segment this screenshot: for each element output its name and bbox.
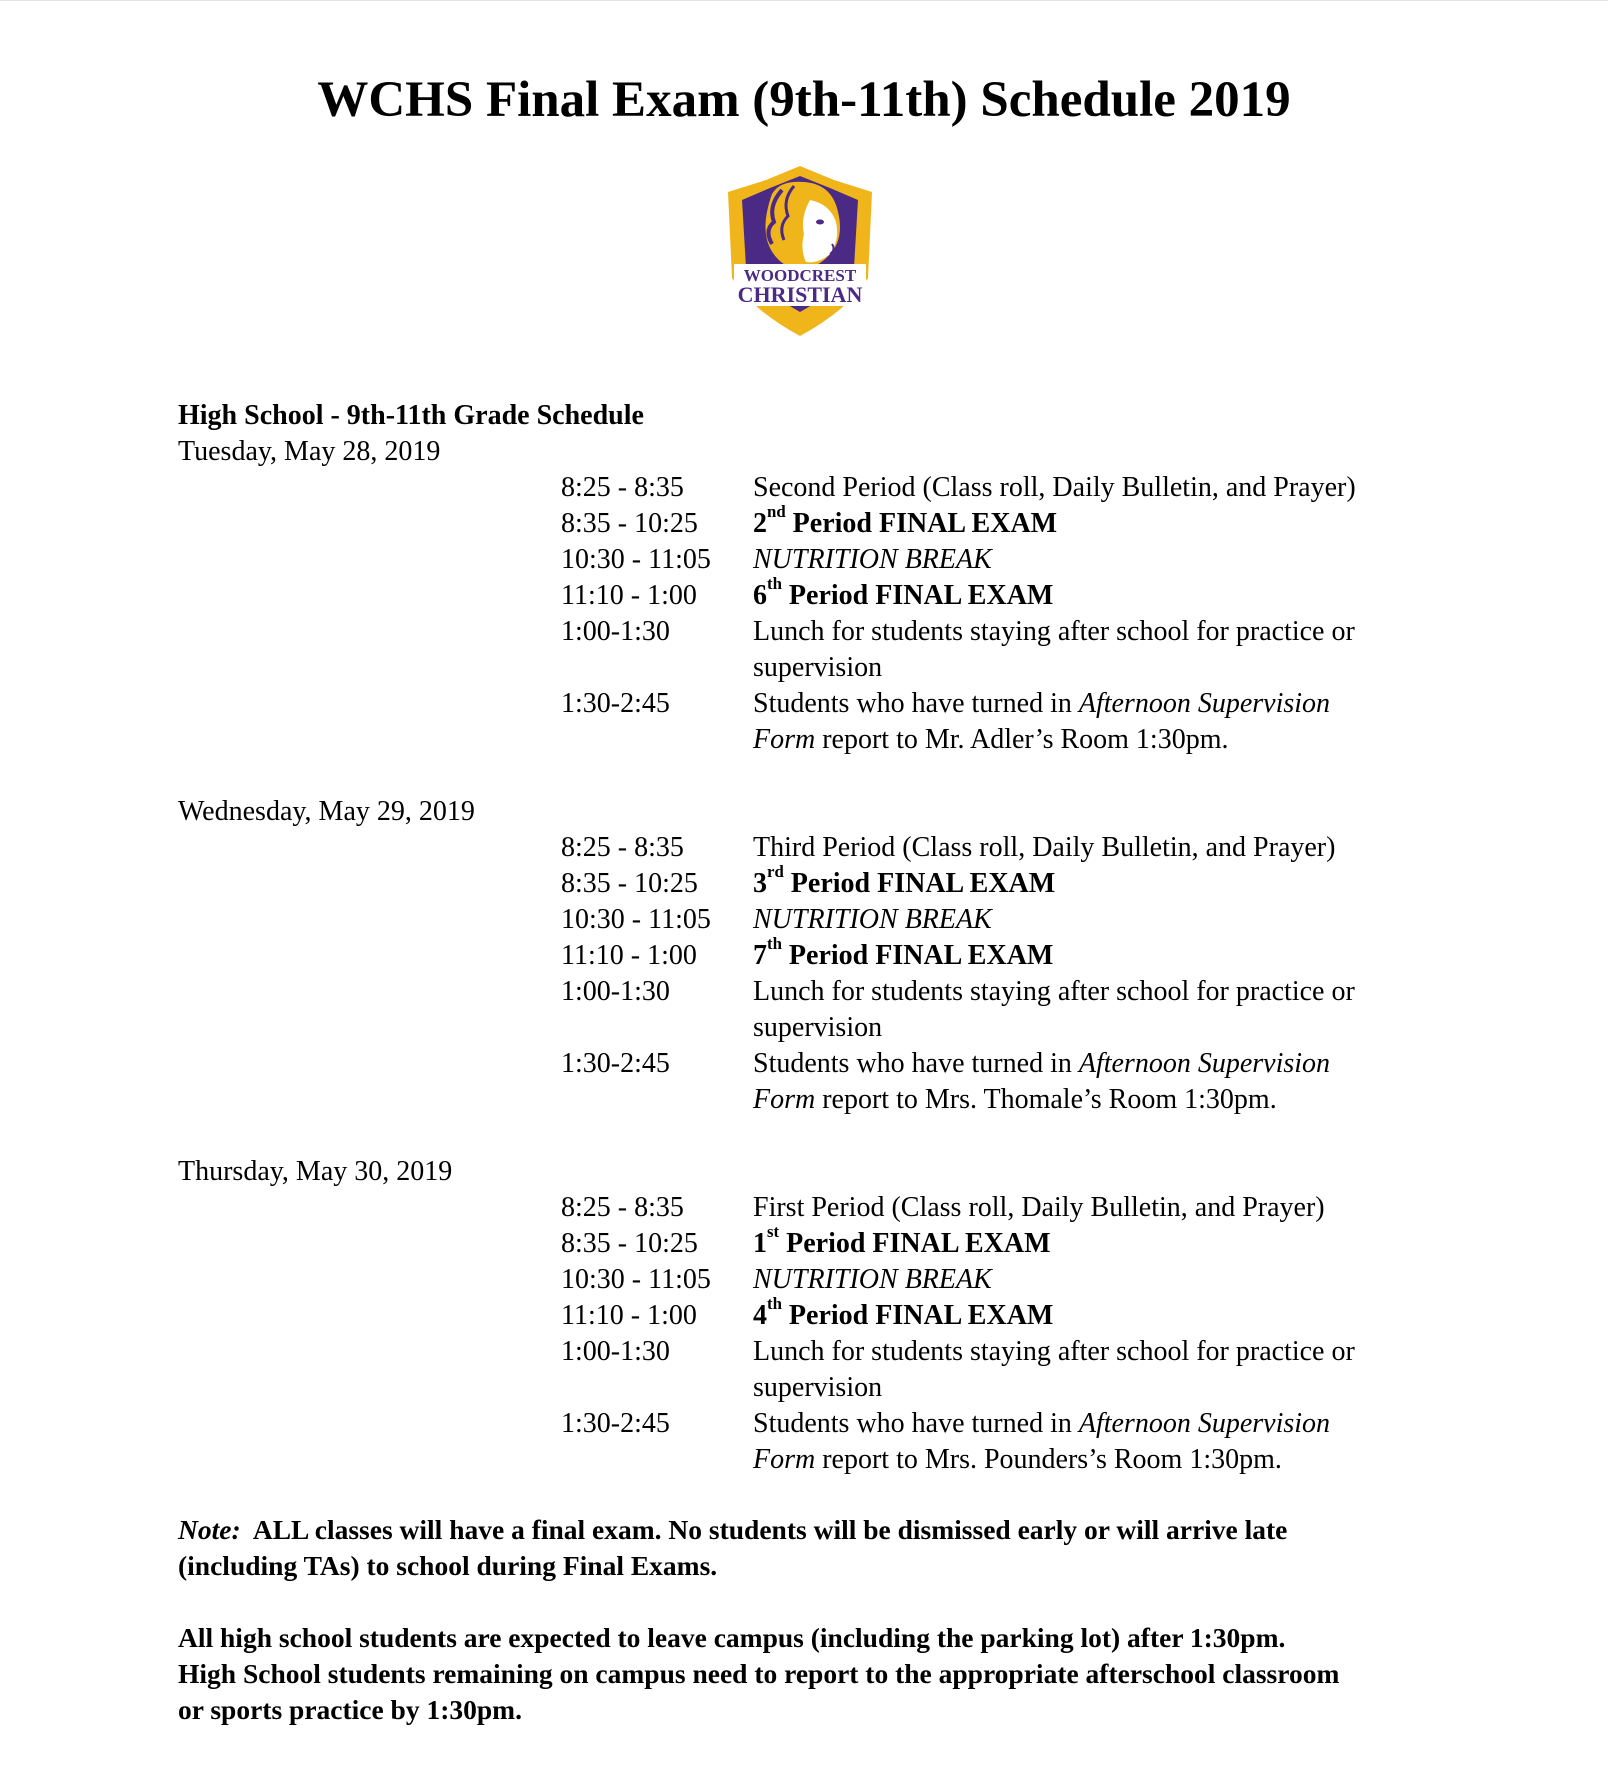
note-lead: Note: (178, 1514, 241, 1545)
time-slot: 8:25 - 8:35 (561, 832, 684, 863)
woodcrest-christian-lion-logo-icon (720, 160, 880, 340)
time-slot: 1:00-1:30 (561, 1336, 670, 1367)
time-slot: 8:25 - 8:35 (561, 472, 684, 503)
time-slot: 10:30 - 11:05 (561, 544, 711, 575)
page-top-border (0, 0, 1608, 1)
activity-description: Third Period (Class roll, Daily Bulletin, and Prayer) (753, 832, 1336, 863)
day-date-thursday: Thursday, May 30, 2019 (178, 1156, 453, 1187)
time-slot: 8:35 - 10:25 (561, 508, 698, 539)
section-heading: High School - 9th-11th Grade Schedule (178, 400, 644, 431)
activity-description: Students who have turned in Afternoon Supervision Form report to Mrs. Pounders’s Room 1:30pm. (753, 1408, 1331, 1475)
schedule-row (561, 1334, 1461, 1406)
time-slot: 11:10 - 1:00 (561, 940, 697, 971)
page-title: WCHS Final Exam (9th-11th) Schedule 2019 (317, 72, 1291, 128)
svg-text:WOODCREST: WOODCREST (743, 266, 857, 285)
final-exam-description: 6th Period FINAL EXAM (753, 573, 1054, 611)
schedule-day-thursday (561, 1190, 1461, 1478)
schedule-row (561, 830, 1461, 866)
schedule-row (561, 1221, 1461, 1262)
time-slot: 1:00-1:30 (561, 616, 670, 647)
schedule-row (561, 1406, 1461, 1478)
schedule-row (561, 1046, 1461, 1118)
time-slot: 8:25 - 8:35 (561, 1192, 684, 1223)
closing-line1: All high school students are expected to leave campus (including the parking lot) after 1:30pm. (178, 1622, 1286, 1653)
break-description: NUTRITION BREAK (753, 544, 992, 575)
schedule-row (561, 933, 1461, 974)
final-exam-description: 1st Period FINAL EXAM (753, 1221, 1051, 1259)
final-exam-description: 7th Period FINAL EXAM (753, 933, 1054, 971)
schedule-row (561, 470, 1461, 506)
activity-description: Lunch for students staying after school for practice or supervision (753, 616, 1355, 683)
time-slot: 1:00-1:30 (561, 976, 670, 1007)
time-slot: 1:30-2:45 (561, 1048, 670, 1079)
schedule-row (561, 686, 1461, 758)
activity-description: Lunch for students staying after school for practice or supervision (753, 1336, 1355, 1403)
final-exam-description: 3rd Period FINAL EXAM (753, 861, 1056, 899)
day-date-tuesday: Tuesday, May 28, 2019 (178, 436, 441, 467)
time-slot: 1:30-2:45 (561, 1408, 670, 1439)
time-slot: 8:35 - 10:25 (561, 868, 698, 899)
schedule-day-tuesday (561, 470, 1461, 758)
activity-description: First Period (Class roll, Daily Bulletin, and Prayer) (753, 1192, 1325, 1223)
closing-paragraph (178, 1620, 1478, 1728)
break-description: NUTRITION BREAK (753, 904, 992, 935)
activity-description: Second Period (Class roll, Daily Bulletin, and Prayer) (753, 472, 1356, 503)
time-slot: 11:10 - 1:00 (561, 1300, 697, 1331)
schedule-row (561, 542, 1461, 578)
note-text-line2: (including TAs) to school during Final Exams. (178, 1550, 718, 1581)
schedule-row (561, 1190, 1461, 1226)
time-slot: 10:30 - 11:05 (561, 904, 711, 935)
schedule-row (561, 614, 1461, 686)
schedule-row (561, 902, 1461, 938)
schedule-row (561, 1262, 1461, 1298)
closing-line2: High School students remaining on campus need to report to the appropriate afterschool classroom (178, 1658, 1340, 1689)
day-date-wednesday: Wednesday, May 29, 2019 (178, 796, 475, 827)
schedule-row (561, 1293, 1461, 1334)
schedule-row (561, 573, 1461, 614)
schedule-day-wednesday (561, 830, 1461, 1118)
schedule-row (561, 861, 1461, 902)
final-exam-description: 2nd Period FINAL EXAM (753, 501, 1058, 539)
lion-shield-logo (720, 160, 880, 340)
break-description: NUTRITION BREAK (753, 1264, 992, 1295)
note-text-line1: ALL classes will have a final exam. No students will be dismissed early or will arrive late (252, 1514, 1288, 1545)
activity-description: Lunch for students staying after school for practice or supervision (753, 976, 1355, 1043)
time-slot: 11:10 - 1:00 (561, 580, 697, 611)
time-slot: 8:35 - 10:25 (561, 1228, 698, 1259)
activity-description: Students who have turned in Afternoon Supervision Form report to Mr. Adler’s Room 1:30pm. (753, 688, 1331, 755)
activity-description: Students who have turned in Afternoon Supervision Form report to Mrs. Thomale’s Room 1:30pm. (753, 1048, 1331, 1115)
time-slot: 1:30-2:45 (561, 688, 670, 719)
closing-line3: or sports practice by 1:30pm. (178, 1694, 522, 1725)
svg-text:CHRISTIAN: CHRISTIAN (737, 282, 863, 307)
schedule-row (561, 501, 1461, 542)
note-paragraph (178, 1512, 1458, 1584)
time-slot: 10:30 - 11:05 (561, 1264, 711, 1295)
schedule-row (561, 974, 1461, 1046)
final-exam-description: 4th Period FINAL EXAM (753, 1293, 1054, 1331)
